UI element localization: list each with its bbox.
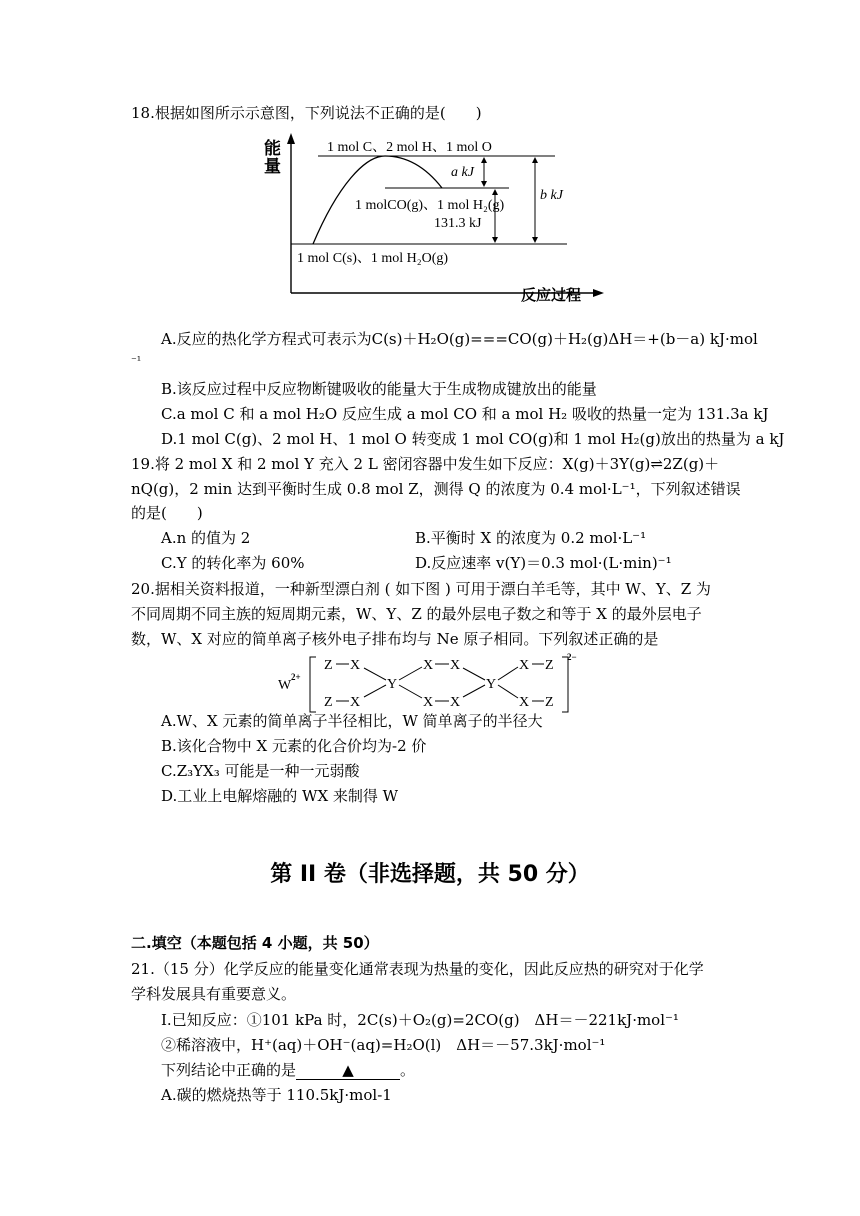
mid-level-label: 1 molCO(g)、1 mol H₂(g)	[355, 198, 505, 213]
atom-x-4: X	[423, 695, 434, 710]
q21-question-end: 。	[400, 1061, 416, 1079]
q20-option-c: C.Z₃YX₃ 可能是一种一元弱酸	[161, 762, 360, 780]
bond-y2-x7	[498, 667, 518, 680]
q20-stem-2: 不同周期不同主族的短周期元素，W、Y、Z 的最外层电子数之和等于 X 的最外层电子	[131, 605, 702, 623]
value-label: 131.3 kJ	[434, 216, 482, 231]
answer-blank[interactable]	[296, 1061, 400, 1080]
a-arrow	[481, 157, 487, 187]
atom-z-3: Z	[545, 658, 554, 673]
q18-stem: 18.根据如图所示示意图，下列说法不正确的是( )	[131, 104, 482, 122]
q21-stem-1: 21.（15 分）化学反应的能量变化通常表现为热量的变化，因此反应热的研究对于化学	[131, 960, 704, 978]
q21-question-text: 下列结论中正确的是	[161, 1061, 297, 1079]
q20-option-b: B.该化合物中 X 元素的化合价均为-2 价	[161, 737, 427, 755]
y-axis-label-1: 能	[264, 139, 281, 158]
q21-option-a: A.碳的燃烧热等于 110.5kJ·mol-1	[161, 1086, 392, 1104]
atom-z-4: Z	[545, 695, 554, 710]
q19-option-d: D.反应速率 v(Y)＝0.3 mol·(L·min)⁻¹	[415, 554, 672, 572]
q18-option-a-unit: ⁻¹	[131, 354, 142, 367]
atom-x-2: X	[350, 695, 361, 710]
bond-y2-x8	[498, 685, 518, 698]
triangle-icon: ▲	[342, 1061, 354, 1079]
q21-line-i: I.已知反应：①101 kPa 时，2C(s)＋O₂(g)=2CO(g) ΔH＝－221kJ·mol⁻¹	[161, 1011, 679, 1029]
cation-w: W	[278, 678, 292, 693]
x-axis-label: 反应过程	[521, 288, 582, 304]
bond-x2-y1	[364, 685, 386, 697]
bottom-level-label: 1 mol C(s)、1 mol H₂O(g)	[297, 251, 449, 266]
atom-y-2: Y	[486, 677, 497, 692]
q21-stem-2: 学科发展具有重要意义。	[131, 985, 297, 1003]
atom-x-1: X	[350, 658, 361, 673]
q21-line-2: ②稀溶液中，H⁺(aq)＋OH⁻(aq)=H₂O(l) ΔH＝－57.3kJ·mol⁻¹	[161, 1036, 606, 1054]
section-title: 第 II 卷（非选择题，共 50 分）	[270, 862, 590, 887]
atom-z-1: Z	[324, 658, 333, 673]
top-level-label: 1 mol C、2 mol H、1 mol O	[327, 140, 492, 155]
q20-stem-1: 20.据相关资料报道，一种新型漂白剂 ( 如下图 ) 可用于漂白羊毛等，其中 W、Y、Z 为	[131, 580, 711, 598]
b-label: b kJ	[540, 188, 563, 203]
bond-x6-y2	[463, 685, 485, 697]
atom-x-5: X	[450, 658, 461, 673]
y-axis-label-2: 量	[264, 157, 281, 176]
cation-charge: 2+	[291, 672, 301, 682]
q19-option-b: B.平衡时 X 的浓度为 0.2 mol·L⁻¹	[415, 529, 647, 547]
q18-option-d: D.1 mol C(g)、2 mol H、1 mol O 转变成 1 mol CO(g)和 1 mol H₂(g)放出的热量为 a kJ	[161, 430, 785, 448]
q19-option-c: C.Y 的转化率为 60%	[161, 554, 305, 572]
a-label: a kJ	[451, 165, 474, 180]
bond-x5-y2	[463, 668, 485, 680]
part2-heading: 二.填空（本题包括 4 小题，共 50）	[131, 934, 379, 952]
q19-stem-3: 的是( )	[131, 504, 203, 522]
right-bracket	[562, 657, 568, 712]
atom-x-8: X	[519, 695, 530, 710]
q19-stem-2: nQ(g)，2 min 达到平衡时生成 0.8 mol Z，测得 Q 的浓度为 0.4 mol·L⁻¹，下列叙述错误	[131, 480, 741, 498]
atom-y-1: Y	[387, 677, 398, 692]
q19-option-a: A.n 的值为 2	[161, 529, 251, 547]
q18-option-a: A.反应的热化学方程式可表示为C(s)＋H₂O(g)===CO(g)＋H₂(g)ΔH＝+(b－a) kJ·mol	[161, 330, 758, 348]
diagram-axes	[287, 133, 604, 297]
q20-option-d: D.工业上电解熔融的 WX 来制得 W	[161, 787, 399, 805]
bond-y1-x3	[399, 667, 422, 680]
q19-stem-1: 19.将 2 mol X 和 2 mol Y 充入 2 L 密闭容器中发生如下反应：X(g)＋3Y(g)⇌2Z(g)＋	[131, 455, 720, 473]
b-arrow	[532, 157, 538, 243]
value-arrow	[492, 189, 498, 243]
bond-x1-y1	[364, 668, 386, 680]
anion-charge: 2−	[567, 652, 577, 662]
left-bracket	[310, 657, 316, 712]
q20-option-a: A.W、X 元素的简单离子半径相比，W 简单离子的半径大	[161, 712, 543, 730]
reaction-curve	[313, 156, 442, 244]
q20-stem-3: 数，W、X 对应的简单离子核外电子排布均与 Ne 原子相同。下列叙述正确的是	[131, 630, 659, 648]
atom-z-2: Z	[324, 695, 333, 710]
atom-x-3: X	[423, 658, 434, 673]
q21-question	[161, 1059, 415, 1081]
q18-option-c: C.a mol C 和 a mol H₂O 反应生成 a mol CO 和 a mol H₂ 吸收的热量一定为 131.3a kJ	[161, 405, 769, 423]
atom-x-6: X	[450, 695, 461, 710]
q18-option-b: B.该反应过程中反应物断键吸收的能量大于生成物成键放出的能量	[161, 380, 597, 398]
bond-y1-x4	[399, 685, 422, 698]
atom-x-7: X	[519, 658, 530, 673]
